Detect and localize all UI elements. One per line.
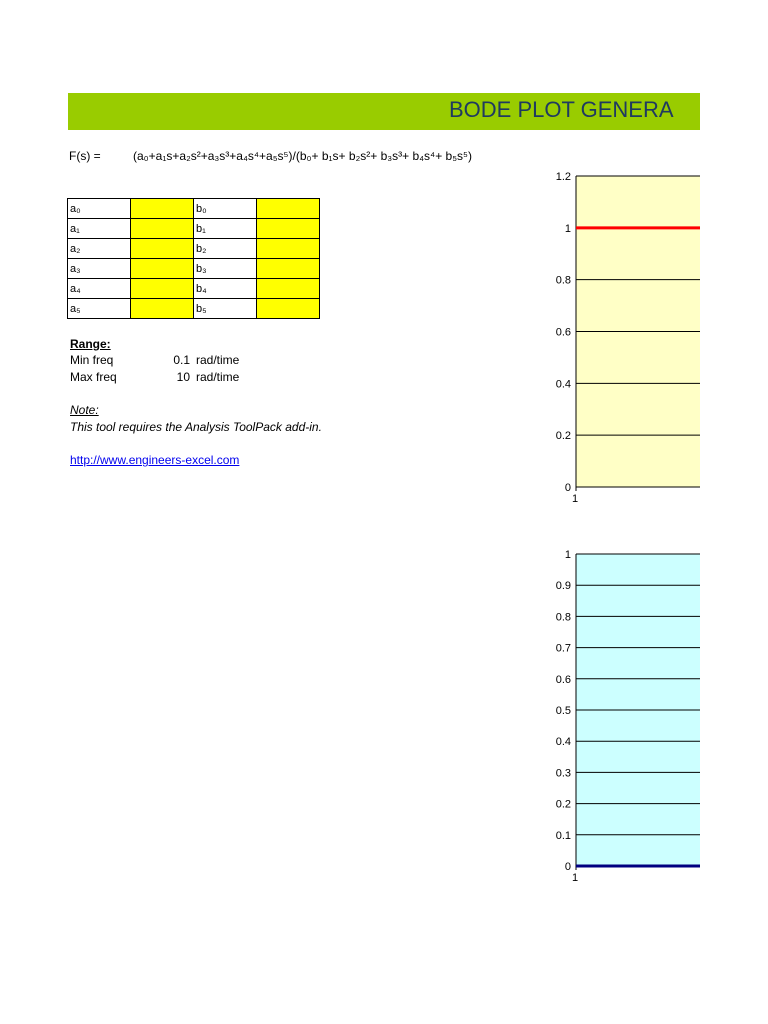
b-label: b₂ — [194, 239, 257, 259]
b-label: b₄ — [194, 279, 257, 299]
phase-y-tick-label: 0.9 — [555, 580, 571, 593]
note-text: This tool requires the Analysis ToolPack add-in. — [70, 420, 322, 434]
magnitude-y-tick-label: 1.2 — [555, 171, 571, 183]
a-label: a₄ — [68, 279, 131, 299]
b-label: b₀ — [194, 199, 257, 219]
transfer-function-formula: (a₀+a₁s+a₂s²+a₃s³+a₄s⁴+a₅s⁵)/(b₀+ b₁s+ b₂s²+ b₃s³+ b₄s⁴+ b₅s⁵) — [133, 149, 473, 163]
phase-x-tick-label: 1 — [572, 872, 579, 884]
max-freq-unit: rad/time — [196, 370, 240, 384]
magnitude-y-tick-label: 0.2 — [555, 430, 571, 443]
phase-y-tick-label: 0.7 — [555, 642, 571, 655]
magnitude-y-tick-label: 1 — [564, 222, 571, 235]
magnitude-y-tick-label: 0.8 — [555, 274, 571, 287]
formula-label: F(s) = — [69, 149, 101, 163]
min-freq-unit: rad/time — [196, 353, 240, 367]
phase-y-tick-label: 0.2 — [555, 798, 571, 811]
note-heading: Note: — [70, 403, 99, 417]
min-freq-label: Min freq — [70, 353, 114, 367]
website-link[interactable]: http://www.engineers-excel.com — [70, 453, 240, 467]
a-label: a₃ — [68, 259, 131, 279]
phase-y-tick-label: 0.1 — [555, 829, 571, 842]
phase-y-tick-label: 1 — [564, 549, 571, 561]
b-label: b₃ — [194, 259, 257, 279]
max-freq-label: Max freq — [70, 370, 117, 384]
magnitude-y-tick-label: 0.4 — [555, 378, 571, 391]
phase-y-tick-label: 0.3 — [555, 767, 571, 780]
magnitude-y-tick-label: 0 — [564, 482, 571, 494]
b-label: b₅ — [194, 299, 257, 319]
a-label: a₅ — [68, 299, 131, 319]
page-title: BODE PLOT GENERA — [449, 97, 674, 122]
magnitude-y-tick-label: 0.6 — [555, 326, 571, 339]
range-heading: Range: — [70, 337, 111, 351]
b-label: b₁ — [194, 219, 257, 239]
phase-y-tick-label: 0 — [564, 861, 571, 873]
a-label: a₂ — [68, 239, 131, 259]
max-freq-value[interactable]: 10 — [176, 370, 190, 384]
phase-y-tick-label: 0.5 — [555, 705, 571, 717]
min-freq-value[interactable]: 0.1 — [173, 353, 190, 367]
phase-y-tick-label: 0.4 — [555, 736, 571, 749]
magnitude-x-tick-label: 1 — [572, 493, 579, 505]
a-label: a₀ — [68, 199, 131, 219]
phase-y-tick-label: 0.6 — [555, 673, 571, 686]
phase-y-tick-label: 0.8 — [555, 611, 571, 624]
a-label: a₁ — [68, 219, 131, 239]
